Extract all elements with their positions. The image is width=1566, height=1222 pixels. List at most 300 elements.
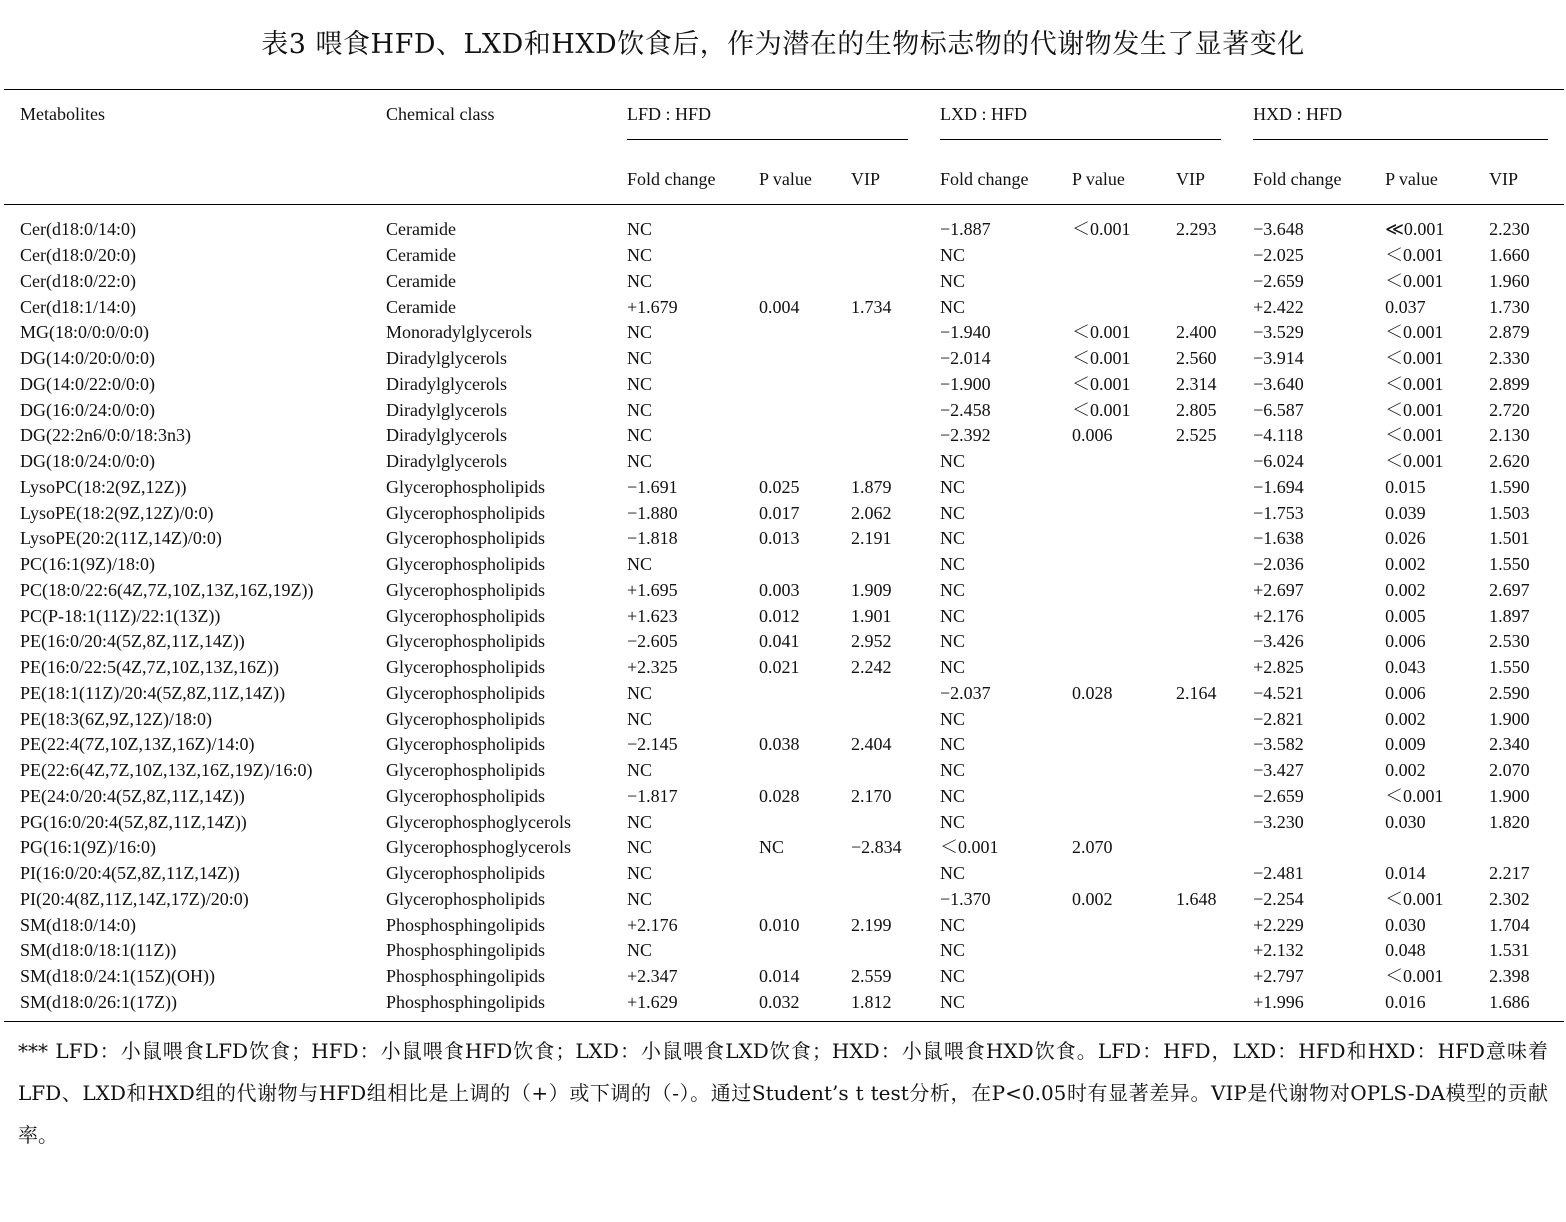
lxd-p-value [1056,861,1160,887]
lxd-vip [1160,835,1237,861]
lfd-vip: 2.170 [851,785,892,806]
lfd-fold-change: NC [627,708,653,729]
lfd-fold-change: −1.818 [627,528,678,549]
lfd-vip: 2.191 [851,528,892,549]
hxd-fold-change: +2.229 [1253,914,1304,935]
hxd-vip: 1.897 [1489,605,1530,626]
lfd-p-value [743,938,835,964]
header-group-label: LXD : HFD [940,104,1028,124]
hxd-p-value: 0.006 [1385,682,1426,703]
lfd-p-value: 0.021 [759,657,800,678]
lxd-vip [1160,243,1237,269]
header-fold-change: Fold change [1237,154,1369,205]
lfd-fold-change: NC [627,373,653,394]
lfd-vip [835,397,924,423]
lxd-fold-change: NC [940,760,966,781]
metabolite-cell: PC(16:1(9Z)/18:0) [20,554,155,575]
class-cell: Phosphosphingolipids [386,966,546,987]
lfd-vip: 1.734 [851,296,892,317]
hxd-p-value: 0.009 [1385,734,1426,755]
hxd-fold-change: −4.521 [1253,682,1304,703]
class-cell: Diradylglycerols [386,373,507,394]
hxd-vip: 2.620 [1489,451,1530,472]
lfd-vip [835,217,924,243]
hxd-fold-change: +2.797 [1253,966,1304,987]
metabolite-cell: MG(18:0/0:0/0:0) [20,322,149,343]
hxd-p-value: 0.002 [1385,760,1426,781]
lxd-vip [1160,500,1237,526]
metabolite-cell: SM(d18:0/14:0) [20,914,137,935]
lxd-fold-change: NC [940,940,966,961]
metabolite-cell: PI(16:0/20:4(5Z,8Z,11Z,14Z)) [20,863,240,884]
hxd-fold-change: −3.529 [1253,322,1304,343]
metabolite-cell: DG(14:0/20:0/0:0) [20,348,155,369]
lxd-p-value [1056,526,1160,552]
lxd-fold-change: NC [940,605,966,626]
hxd-fold-change: −3.427 [1253,760,1304,781]
hxd-p-value: ＜0.001 [1385,425,1444,446]
lfd-fold-change: NC [627,245,653,266]
lxd-fold-change: NC [940,528,966,549]
lxd-vip [1160,449,1237,475]
lxd-vip: 2.525 [1176,425,1217,446]
lfd-p-value [743,706,835,732]
hxd-fold-change: −1.694 [1253,476,1304,497]
lfd-vip: 2.062 [851,502,892,523]
table-row [4,423,1564,449]
lxd-vip: 2.400 [1176,322,1217,343]
table-row [4,629,1564,655]
header-chemical-class: Chemical class [370,90,611,205]
hxd-vip: 2.130 [1489,425,1530,446]
lxd-vip [1160,912,1237,938]
hxd-vip: 1.550 [1489,657,1530,678]
lfd-fold-change: NC [627,554,653,575]
hxd-vip: 2.302 [1489,888,1530,909]
class-cell: Diradylglycerols [386,348,507,369]
lxd-fold-change: −1.940 [940,322,991,343]
lxd-p-value: 0.002 [1072,888,1113,909]
class-cell: Glycerophospholipids [386,605,545,626]
lfd-fold-change: NC [627,863,653,884]
metabolite-cell: LysoPE(20:2(11Z,14Z)/0:0) [20,528,222,549]
table-row [4,964,1564,990]
lfd-p-value [743,887,835,913]
hxd-p-value: 0.002 [1385,554,1426,575]
lxd-p-value [1056,964,1160,990]
lxd-fold-change: NC [940,734,966,755]
hxd-p-value: 0.016 [1385,991,1426,1012]
table-row [4,912,1564,938]
hxd-vip: 1.590 [1489,476,1530,497]
metabolite-cell: DG(14:0/22:0/0:0) [20,373,155,394]
lfd-fold-change: +2.347 [627,966,678,987]
lxd-p-value [1056,500,1160,526]
header-group-label: HXD : HFD [1253,104,1343,124]
lxd-p-value: ＜0.001 [1072,322,1131,343]
metabolite-cell: SM(d18:0/26:1(17Z)) [20,991,177,1012]
lfd-p-value: 0.041 [759,631,800,652]
lfd-p-value: 0.038 [759,734,800,755]
hxd-vip: 2.899 [1489,373,1530,394]
lxd-p-value [1056,784,1160,810]
header-fold-change: Fold change [611,154,743,205]
table-row [4,681,1564,707]
lxd-vip [1160,809,1237,835]
lxd-p-value: ＜0.001 [1072,219,1131,240]
class-cell: Ceramide [386,245,456,266]
hxd-vip: 2.879 [1489,322,1530,343]
hxd-vip: 1.900 [1489,708,1530,729]
metabolite-cell: PI(20:4(8Z,11Z,14Z,17Z)/20:0) [20,888,249,909]
lfd-fold-change: NC [627,348,653,369]
lxd-p-value [1056,475,1160,501]
class-cell: Glycerophospholipids [386,502,545,523]
lfd-vip [835,861,924,887]
lxd-p-value [1056,629,1160,655]
header-p-value: P value [1056,154,1160,205]
class-cell: Phosphosphingolipids [386,914,546,935]
table-row [4,269,1564,295]
metabolite-cell: PE(22:4(7Z,10Z,13Z,16Z)/14:0) [20,734,255,755]
lfd-fold-change: NC [627,682,653,703]
lfd-p-value [743,758,835,784]
class-cell: Glycerophospholipids [386,734,545,755]
hxd-fold-change: −6.587 [1253,399,1304,420]
metabolite-cell: PE(22:6(4Z,7Z,10Z,13Z,16Z,19Z)/16:0) [20,760,313,781]
hxd-fold-change: +1.996 [1253,991,1304,1012]
hxd-vip: 1.501 [1489,528,1530,549]
hxd-p-value: 0.014 [1385,863,1426,884]
lfd-vip: 2.952 [851,631,892,652]
lxd-fold-change: −1.370 [940,888,991,909]
class-cell: Glycerophospholipids [386,682,545,703]
lfd-p-value [743,861,835,887]
hxd-fold-change: −2.659 [1253,270,1304,291]
lfd-vip: 2.559 [851,966,892,987]
lfd-vip [835,758,924,784]
class-cell: Glycerophospholipids [386,785,545,806]
group-rule [940,139,1221,140]
hxd-vip: 1.730 [1489,296,1530,317]
lxd-fold-change: −2.392 [940,425,991,446]
lfd-fold-change: NC [627,940,653,961]
lxd-fold-change: −2.037 [940,682,991,703]
lxd-p-value: 2.070 [1072,837,1113,858]
lfd-fold-change: −1.691 [627,476,678,497]
metabolite-cell: LysoPE(18:2(9Z,12Z)/0:0) [20,502,214,523]
lxd-p-value [1056,990,1160,1016]
metabolite-cell: Cer(d18:1/14:0) [20,296,136,317]
hxd-vip: 2.330 [1489,348,1530,369]
hxd-p-value: ＜0.001 [1385,785,1444,806]
header-vip: VIP [1473,154,1564,205]
hxd-p-value: ＜0.001 [1385,322,1444,343]
table-row [4,526,1564,552]
lxd-p-value [1056,294,1160,320]
lfd-p-value: 0.004 [759,296,800,317]
lxd-vip [1160,475,1237,501]
lxd-fold-change: NC [940,811,966,832]
hxd-vip: 1.503 [1489,502,1530,523]
hxd-p-value: 0.039 [1385,502,1426,523]
lxd-fold-change: NC [940,270,966,291]
lfd-fold-change: −1.880 [627,502,678,523]
hxd-fold-change: −1.753 [1253,502,1304,523]
lfd-vip: 2.199 [851,914,892,935]
table-row [4,449,1564,475]
header-vip: VIP [1160,154,1237,205]
table-row [4,217,1564,243]
hxd-p-value: ＜0.001 [1385,245,1444,266]
hxd-fold-change: +2.697 [1253,579,1304,600]
table-row [4,758,1564,784]
metabolite-cell: PC(P-18:1(11Z)/22:1(13Z)) [20,605,221,626]
lxd-fold-change: NC [940,863,966,884]
metabolite-cell: SM(d18:0/24:1(15Z)(OH)) [20,966,215,987]
hxd-fold-change: −1.638 [1253,528,1304,549]
table-row [4,294,1564,320]
lxd-p-value [1056,243,1160,269]
lfd-p-value: 0.025 [759,476,800,497]
class-cell: Glycerophospholipids [386,708,545,729]
table-row [4,320,1564,346]
hxd-vip: 2.230 [1489,219,1530,240]
lfd-p-value [743,397,835,423]
class-cell: Diradylglycerols [386,425,507,446]
metabolite-cell: PC(18:0/22:6(4Z,7Z,10Z,13Z,16Z,19Z)) [20,579,314,600]
lfd-vip: 1.812 [851,991,892,1012]
lfd-fold-change: NC [627,425,653,446]
lfd-fold-change: −2.605 [627,631,678,652]
table-title: 表3 喂食HFD、LXD和HXD饮食后，作为潜在的生物标志物的代谢物发生了显著变化 [261,29,1305,60]
class-cell: Phosphosphingolipids [386,940,546,961]
lfd-p-value [743,423,835,449]
header-p-value: P value [743,154,835,205]
class-cell: Glycerophospholipids [386,657,545,678]
table-row [4,809,1564,835]
group-rule [627,139,908,140]
lfd-vip [835,269,924,295]
table-row [4,397,1564,423]
metabolite-cell: SM(d18:0/18:1(11Z)) [20,940,177,961]
hxd-fold-change: −2.659 [1253,785,1304,806]
group-rule [1253,139,1548,140]
lxd-vip [1160,990,1237,1016]
hxd-fold-change: −3.426 [1253,631,1304,652]
lxd-fold-change: NC [940,966,966,987]
lfd-fold-change: NC [627,837,653,858]
header-fold-change: Fold change [924,154,1056,205]
lfd-p-value: 0.003 [759,579,800,600]
lxd-fold-change: −1.887 [940,219,991,240]
lxd-p-value [1056,758,1160,784]
lfd-vip [835,320,924,346]
class-cell: Ceramide [386,219,456,240]
lfd-p-value [743,243,835,269]
lxd-vip [1160,655,1237,681]
hxd-p-value: ≪0.001 [1385,219,1445,240]
class-cell: Glycerophosphoglycerols [386,837,571,858]
hxd-p-value: 0.030 [1385,914,1426,935]
lfd-vip [835,887,924,913]
table-row [4,861,1564,887]
hxd-fold-change [1237,835,1369,861]
lxd-vip: 2.314 [1176,373,1217,394]
hxd-vip: 1.660 [1489,245,1530,266]
class-cell: Monoradylglycerols [386,322,532,343]
hxd-fold-change: −3.640 [1253,373,1304,394]
hxd-fold-change: −2.036 [1253,554,1304,575]
metabolite-cell: Cer(d18:0/22:0) [20,270,136,291]
table-row [4,887,1564,913]
lxd-vip [1160,964,1237,990]
lfd-p-value [743,809,835,835]
lfd-fold-change: NC [627,451,653,472]
hxd-fold-change: −2.821 [1253,708,1304,729]
lfd-p-value [743,217,835,243]
lfd-p-value: 0.013 [759,528,800,549]
hxd-p-value: 0.015 [1385,476,1426,497]
lxd-p-value: ＜0.001 [1072,399,1131,420]
table-row [4,784,1564,810]
lfd-p-value: 0.014 [759,966,800,987]
lxd-p-value [1056,603,1160,629]
lxd-p-value: ＜0.001 [1072,373,1131,394]
lfd-vip [835,372,924,398]
lxd-vip [1160,269,1237,295]
hxd-vip: 2.720 [1489,399,1530,420]
lxd-fold-change: −2.458 [940,399,991,420]
lxd-fold-change: NC [940,579,966,600]
lfd-fold-change: +1.695 [627,579,678,600]
table-row [4,938,1564,964]
table-row [4,732,1564,758]
hxd-p-value: ＜0.001 [1385,373,1444,394]
lfd-fold-change: NC [627,399,653,420]
header-vip: VIP [835,154,924,205]
table-row [4,475,1564,501]
lxd-fold-change: NC [940,657,966,678]
hxd-p-value [1369,835,1473,861]
class-cell: Diradylglycerols [386,399,507,420]
lfd-fold-change: +2.176 [627,914,678,935]
lxd-fold-change: NC [940,785,966,806]
hxd-p-value: 0.005 [1385,605,1426,626]
hxd-vip: 1.531 [1489,940,1530,961]
metabolite-cell: DG(16:0/24:0/0:0) [20,399,155,420]
lxd-vip [1160,758,1237,784]
hxd-vip: 2.697 [1489,579,1530,600]
lxd-p-value [1056,912,1160,938]
lfd-p-value [743,269,835,295]
hxd-fold-change: −3.648 [1253,219,1304,240]
lxd-p-value: 0.028 [1072,682,1113,703]
hxd-fold-change: +2.176 [1253,605,1304,626]
metabolite-cell: Cer(d18:0/20:0) [20,245,136,266]
metabolite-cell: PG(16:1(9Z)/16:0) [20,837,156,858]
metabolite-cell: PE(18:3(6Z,9Z,12Z)/18:0) [20,708,212,729]
lfd-p-value [743,552,835,578]
class-cell: Phosphosphingolipids [386,991,546,1012]
lfd-vip [835,423,924,449]
hxd-vip: 2.217 [1489,863,1530,884]
lxd-vip [1160,526,1237,552]
lfd-fold-change: +1.629 [627,991,678,1012]
header-group-lxd [924,90,1237,155]
lfd-vip [835,243,924,269]
lxd-fold-change: NC [940,554,966,575]
hxd-vip: 1.960 [1489,270,1530,291]
table-row [4,243,1564,269]
lfd-vip: −2.834 [851,837,902,858]
lxd-fold-change: −1.900 [940,373,991,394]
hxd-fold-change: −3.230 [1253,811,1304,832]
hxd-fold-change: −3.582 [1253,734,1304,755]
hxd-vip: 1.550 [1489,554,1530,575]
hxd-p-value: 0.048 [1385,940,1426,961]
hxd-p-value: 0.002 [1385,579,1426,600]
lfd-p-value: NC [759,837,785,858]
class-cell: Glycerophospholipids [386,528,545,549]
table-row [4,552,1564,578]
header-metabolites: Metabolites [4,90,370,205]
header-group-label: LFD : HFD [627,104,712,124]
lxd-fold-change: NC [940,451,966,472]
hxd-p-value: ＜0.001 [1385,348,1444,369]
hxd-vip [1473,835,1564,861]
hxd-vip: 2.070 [1489,760,1530,781]
lxd-p-value [1056,552,1160,578]
lxd-p-value: ＜0.001 [1072,348,1131,369]
lxd-vip: 1.648 [1176,888,1217,909]
hxd-fold-change: −2.254 [1253,888,1304,909]
lfd-p-value [743,681,835,707]
hxd-fold-change: −3.914 [1253,348,1304,369]
lxd-p-value [1056,809,1160,835]
header-group-lfd [611,90,924,155]
lxd-fold-change: NC [940,708,966,729]
table-body [4,205,1564,1022]
class-cell: Diradylglycerols [386,451,507,472]
lxd-p-value [1056,449,1160,475]
hxd-fold-change: +2.422 [1253,296,1304,317]
hxd-p-value: ＜0.001 [1385,451,1444,472]
table-row [4,835,1564,861]
lfd-vip: 1.909 [851,579,892,600]
metabolite-cell: Cer(d18:0/14:0) [20,219,136,240]
lxd-vip [1160,552,1237,578]
lfd-fold-change: −1.817 [627,785,678,806]
hxd-vip: 2.530 [1489,631,1530,652]
class-cell: Glycerophospholipids [386,888,545,909]
hxd-fold-change: +2.825 [1253,657,1304,678]
hxd-vip: 1.686 [1489,991,1530,1012]
class-cell: Glycerophospholipids [386,554,545,575]
lfd-p-value: 0.032 [759,991,800,1012]
lxd-vip [1160,784,1237,810]
lfd-vip: 1.901 [851,605,892,626]
hxd-p-value: 0.006 [1385,631,1426,652]
table-row [4,990,1564,1016]
class-cell: Glycerophosphoglycerols [386,811,571,832]
lxd-vip: 2.805 [1176,399,1217,420]
lxd-p-value [1056,938,1160,964]
lxd-vip [1160,706,1237,732]
lfd-vip [835,706,924,732]
lxd-fold-change: NC [940,991,966,1012]
hxd-p-value: 0.043 [1385,657,1426,678]
